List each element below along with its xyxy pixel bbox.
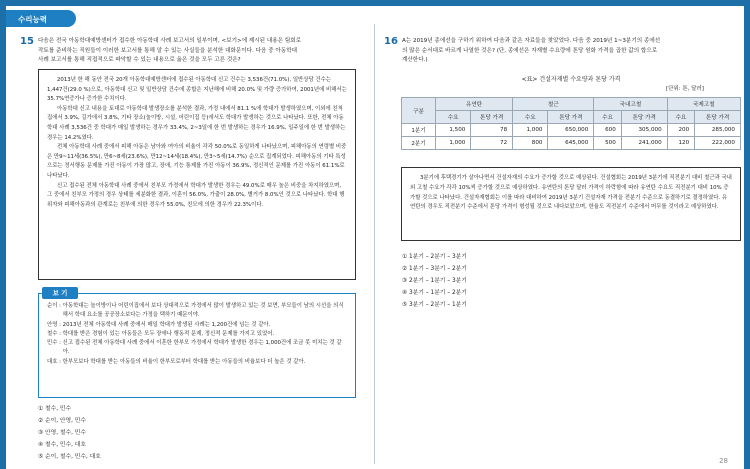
section-tab: 수리능력 bbox=[6, 10, 76, 27]
table-subheader: 수요 bbox=[667, 111, 695, 124]
answer-choice[interactable]: ③ 2분기 – 1분기 – 3분기 bbox=[402, 278, 467, 284]
prompt-line: 의 많은 순서대로 바르게 나열한 것은? (단, 종에선은 자재별 수요량에 톤당 원화 가격을 곱한 값의 합으로 bbox=[402, 47, 658, 54]
table-cell: 285,000 bbox=[695, 124, 741, 137]
table-cell: 72 bbox=[471, 137, 513, 150]
table-cell: 241,000 bbox=[621, 137, 667, 150]
table-row bbox=[402, 124, 741, 137]
table-header-material: 유연탄 bbox=[436, 98, 513, 111]
table-cell-period: 1분기 bbox=[402, 124, 436, 137]
table-title: <표> 건설자재별 수요량과 톤당 가격 bbox=[521, 76, 621, 83]
report-paragraph: 전체 아동학대 사례 중에서 피해 아동은 남아와 여아의 비율이 각각 50.0%로 동일하게 나타났으며, 피해아동의 연령별 비중은 만9~11세(36.5%), 만6~8세(23.6%), 만12~14세(18.4%), 만3~5세(14.7%) 순으로 집계되었다. 피해아동의 기타 특성으로는 정서행동 문제를 가진 아동이 가장 많고, 장애, 기능 통제를 가진 아동이 36.9%, 정신적인 문제를 가진 아동이 61.1%로 나타났다. bbox=[47, 144, 347, 179]
table-cell: 1,000 bbox=[513, 124, 548, 137]
prompt-line: 작토를 준비하는 직원들이 이러한 보고서를 통해 알 수 있는 사실들을 분석한 대화문이다. 다음 중 아동학대 bbox=[38, 47, 298, 54]
bogi-statement: 민수 : 신고 접수된 전체 아동학대 사례 중에서 이혼한 한부모 가정에서 학대가 발생한 경우는 1,000건에 조금 못 미치는 것 같아. bbox=[47, 340, 342, 356]
table-cell: 600 bbox=[594, 124, 622, 137]
report-paragraph: 아동학대 신고 내용을 토대로 아동학대 발생장소를 분석한 결과, 가정 내에서 81.1 %에 학대가 발생하였으며, 이외에 친척 집에서 3.9%, 길가에서 3.8%, 기타 장소(놀이방, 시설, 어린이집 등)에서도 학대가 발생하는 것으로 나타났다. 또한, 전체 아동학대 사례 3,536건 중 학대가 매일 발생하는 경우가 33.4%, 2~3일에 한 번 발생하는 경우가 16.9%, 일주일에 한 번 발생하는 경우는 14.2%였다. bbox=[47, 105, 346, 141]
material-table bbox=[401, 97, 741, 150]
answer-choice[interactable]: ④ 3분기 – 1분기 – 2분기 bbox=[402, 290, 467, 296]
report-box bbox=[38, 69, 356, 280]
answer-choice[interactable]: ② 순이, 안영, 민수 bbox=[38, 418, 87, 424]
table-cell: 645,000 bbox=[548, 137, 594, 150]
info-box bbox=[401, 167, 741, 241]
table-cell: 200 bbox=[667, 124, 695, 137]
table-header-material: 국내고철 bbox=[594, 98, 667, 111]
prompt-line: 계산한다.) bbox=[402, 57, 428, 63]
table-subheader-row bbox=[402, 111, 741, 124]
question-15-choices bbox=[38, 403, 101, 463]
table-row bbox=[402, 137, 741, 150]
table-unit: [단위: 톤, 달러] bbox=[666, 86, 704, 92]
bogi-statement: 안영 : 2013년 전체 아동학대 사례 중에서 매일 학대가 발생된 사례는 1,200건에 넘는 것 같아. bbox=[47, 321, 271, 328]
table-subheader: 수요 bbox=[513, 111, 548, 124]
bogi-label: 보 기 bbox=[42, 287, 78, 299]
question-16-choices bbox=[402, 251, 467, 311]
table-cell: 800 bbox=[513, 137, 548, 150]
table-header-row bbox=[402, 98, 741, 111]
question-15-number: 15 bbox=[20, 36, 34, 47]
info-paragraph: 3분기에 후택경기가 살아나면서 건설자재의 수요가 증가할 것으로 예상된다. 건설협회는 2019년 3분기에 직전분기 대비 철근과 국내외 고철 수요가 각각 10%씩 증가할 것으로 예상하였다. 유연탄의 톤당 달러 가격이 하락함에 따라 유연탄 수요도 직전분기 대비 10% 증가할 것으로 나타났다. 건설자재협회는 이를 따라 대비하여 2019년 3분기 건설자재 가격을 전분기 수준으로 동결하기로 결정하였다. 유연탄의 경우도 직전분기 수준에서 톤당 가격이 형성될 것으로 내다보았으며, 한율도 직전분기 수준에서 머무를 것이라고 예상하였다. bbox=[410, 175, 732, 211]
table-subheader: 톤당 가격 bbox=[471, 111, 513, 124]
table-cell: 1,000 bbox=[436, 137, 471, 150]
table-header-material: 철근 bbox=[513, 98, 594, 111]
question-15-prompt bbox=[38, 37, 364, 66]
bogi-box bbox=[38, 293, 356, 398]
table-header-material: 국제고철 bbox=[667, 98, 740, 111]
answer-choice[interactable]: ③ 안영, 철수, 민수 bbox=[38, 430, 87, 436]
table-cell: 120 bbox=[667, 137, 695, 150]
page-number: 28 bbox=[719, 457, 728, 465]
table-header-period: 구분 bbox=[402, 98, 436, 124]
table-cell-period: 2분기 bbox=[402, 137, 436, 150]
table-cell: 78 bbox=[471, 124, 513, 137]
prompt-line: A는 2019년 종에선을 구하기 위하여 다음과 같은 자료들을 찾았었다. 다음 중 2019년 1~3분기의 종에선 bbox=[402, 38, 661, 44]
table-subheader: 수요 bbox=[594, 111, 622, 124]
answer-choice[interactable]: ① 철수, 민수 bbox=[38, 406, 72, 412]
column-divider bbox=[374, 24, 375, 464]
table-cell: 650,000 bbox=[548, 124, 594, 137]
answer-choice[interactable]: ⑤ 순이, 철수, 민수, 대호 bbox=[38, 454, 101, 460]
bogi-statement: 대호 : 한부모보다 학대를 받는 아동들의 비율이 한부모로부터 학대를 받는 아동들의 비율보다 더 높은 것 같아. bbox=[47, 358, 306, 365]
report-paragraph: 2013년 한 해 동안 전국 20개 아동학대예방센터에 접수된 아동학대 신고 건수는 3,536건(71.0%), 일반상담 건수는 1,447건(29.0 %)으로, 아동학대 신고 및 일반상담 건수에 종합은 지난해에 비해 20.0% 및 가량 증가하여, 2001년에 비해서는 35.7%연증가나 증가한 수치이다. bbox=[47, 77, 347, 103]
table-subheader: 톤당 가격 bbox=[621, 111, 667, 124]
table-cell: 222,000 bbox=[695, 137, 741, 150]
question-16-prompt bbox=[402, 37, 742, 66]
report-paragraph: 신고 접수된 전체 아동학대 사례 중에서 친부모 가정에서 학대가 발생한 경우는 49.0%로 매우 높은 비중을 차지하였으며, 그 중에서 친부모 가정의 경우 상태를 세분화한 결과, 이혼이 56.0%, 가출이 28.0%, 별거가 8.0%인 것으로 나타났다. 학대 행위자와 피해아동과의 관계로는 친부에 의한 경우가 55.0%, 친모에 의한 경우가 22.3%이다. bbox=[47, 182, 345, 208]
prompt-line: 다음은 전국 아동학대예방센터가 접수한 아동학대 사례 보고서의 일부이며, <보기>에 제시된 내용은 팀회로 bbox=[38, 38, 302, 44]
table-cell: 305,000 bbox=[621, 124, 667, 137]
table-subheader: 톤당 가격 bbox=[548, 111, 594, 124]
answer-choice[interactable]: ⑤ 3분기 – 2분기 – 1분기 bbox=[402, 302, 467, 308]
table-cell: 1,500 bbox=[436, 124, 471, 137]
prompt-line: 사례 보고서를 통해 직접적으로 파악할 수 있는 내용으로 옳은 것을 모두 고른 것은? bbox=[38, 57, 241, 63]
table-subheader: 톤당 가격 bbox=[695, 111, 741, 124]
bogi-statement: 철수 : 학대를 받은 경험이 있는 아동들은 모두 장애나 행동적 문제, 정신적 문제를 가지고 있었어. bbox=[47, 330, 275, 337]
bogi-statement: 순이 : 아동학대는 놀이방이나 어린이집에서 보다 상대적으로 가정에서 많이 발생하고 있는 것 보면, 부모들이 남의 시선을 의식해서 학대 요소를 공공장소보다는 가정을 택하기 때문이야. bbox=[47, 303, 344, 319]
question-16-number: 16 bbox=[384, 36, 398, 47]
answer-choice[interactable]: ① 1분기 – 2분기 – 3분기 bbox=[402, 254, 467, 260]
table-cell: 500 bbox=[594, 137, 622, 150]
answer-choice[interactable]: ② 1분기 – 3분기 – 2분기 bbox=[402, 266, 467, 272]
table-subheader: 수요 bbox=[436, 111, 471, 124]
answer-choice[interactable]: ④ 철수, 민수, 대호 bbox=[38, 442, 87, 448]
